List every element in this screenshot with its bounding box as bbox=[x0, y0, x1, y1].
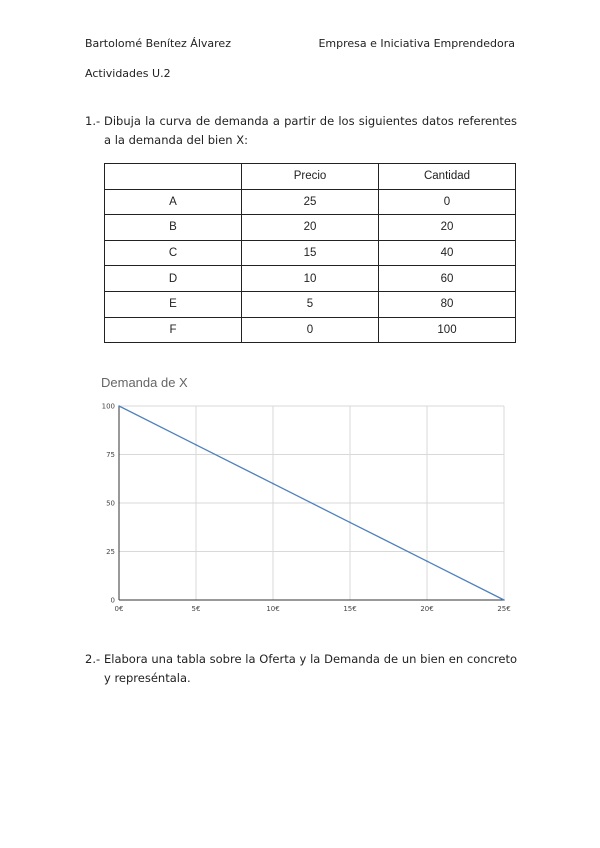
question-1-number: 1.- bbox=[85, 114, 101, 128]
x-tick-label: 5€ bbox=[191, 605, 201, 613]
x-tick-label: 25€ bbox=[497, 605, 511, 613]
x-tick-label: 10€ bbox=[266, 605, 280, 613]
table-cell: 20 bbox=[242, 215, 379, 241]
x-tick-label: 20€ bbox=[420, 605, 434, 613]
table-cell: 100 bbox=[379, 317, 516, 343]
question-2-text: Elabora una tabla sobre la Oferta y la Demanda de un bien en concreto y represéntala. bbox=[104, 652, 517, 685]
activity-title: Actividades U.2 bbox=[85, 67, 171, 80]
x-tick-label: 0€ bbox=[114, 605, 124, 613]
question-2-number: 2.- bbox=[85, 652, 101, 666]
table-cell: A bbox=[105, 189, 242, 215]
header-subject: Empresa e Iniciativa Emprendedora bbox=[318, 37, 515, 50]
header-author: Bartolomé Benítez Álvarez bbox=[85, 37, 231, 50]
table-cell: D bbox=[105, 266, 242, 292]
table-cell: E bbox=[105, 291, 242, 317]
y-tick-label: 50 bbox=[106, 499, 115, 508]
table-cell: 80 bbox=[379, 291, 516, 317]
y-tick-label: 0 bbox=[110, 596, 115, 605]
y-tick-label: 75 bbox=[106, 451, 115, 459]
y-tick-label: 100 bbox=[101, 402, 115, 411]
data-point bbox=[426, 560, 428, 562]
table-cell: B bbox=[105, 215, 242, 241]
data-point bbox=[118, 405, 120, 407]
table-cell: 40 bbox=[379, 240, 516, 266]
table-cell: 15 bbox=[242, 240, 379, 266]
y-tick-label: 25 bbox=[106, 548, 115, 556]
question-2 bbox=[85, 650, 517, 688]
table-cell: 25 bbox=[242, 189, 379, 215]
chart-title: Demanda de X bbox=[101, 375, 188, 390]
data-point bbox=[272, 483, 274, 485]
table-cell: 10 bbox=[242, 266, 379, 292]
table-cell: 0 bbox=[242, 317, 379, 343]
x-tick-label: 15€ bbox=[343, 605, 357, 613]
table-cell: 60 bbox=[379, 266, 516, 292]
table-cell: F bbox=[105, 317, 242, 343]
table-header-cell: Cantidad bbox=[379, 164, 516, 190]
table-cell: 0 bbox=[379, 189, 516, 215]
table-cell: 5 bbox=[242, 291, 379, 317]
table-header-cell: Precio bbox=[242, 164, 379, 190]
data-point bbox=[503, 599, 505, 601]
question-1-text: Dibuja la curva de demanda a partir de los siguientes datos referentes a la demanda del bien X: bbox=[104, 114, 517, 147]
table-cell: 20 bbox=[379, 215, 516, 241]
data-point bbox=[195, 444, 197, 446]
data-point bbox=[349, 522, 351, 524]
table-cell: C bbox=[105, 240, 242, 266]
